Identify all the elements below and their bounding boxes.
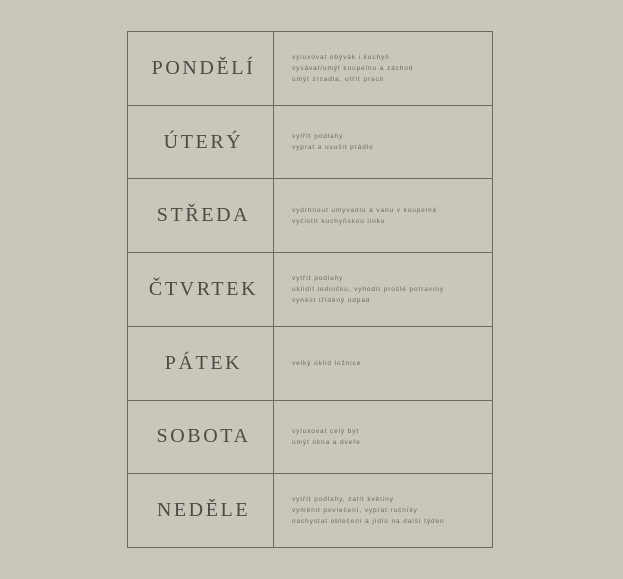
task-line: vysávat/umýt koupelnu a záchod [292, 64, 414, 72]
task-cell-sunday [274, 474, 492, 547]
day-cell-tuesday [128, 106, 274, 179]
task-line: vyluxovat obývák i kuchyň [292, 53, 390, 61]
table-row [128, 32, 492, 106]
task-cell-tuesday [274, 106, 492, 179]
task-cell-saturday [274, 401, 492, 474]
task-cell-friday [274, 327, 492, 400]
task-line: vyměnit povlečení, vyprat ručníky [292, 507, 418, 515]
task-line: uklidit ledničku, vyhodit prošlé potraviny [292, 286, 444, 294]
task-line: vyprat a usušit prádlo [292, 144, 374, 152]
day-label: ÚTERÝ [163, 130, 244, 153]
day-cell-sunday [128, 474, 274, 547]
weekly-schedule-table [127, 31, 493, 548]
day-cell-friday [128, 327, 274, 400]
task-line: vytřít podlahy, zalít květiny [292, 496, 394, 504]
day-label: STŘEDA [156, 204, 251, 227]
task-line: vytřít podlahy [292, 275, 344, 283]
task-line: nachystat oblečení a jídlo na další týden [292, 518, 445, 526]
task-line: vytřít podlahy [292, 133, 344, 141]
day-label: PONDĚLÍ [151, 56, 256, 79]
table-row [128, 474, 492, 547]
task-cell-monday [274, 32, 492, 105]
table-row [128, 179, 492, 253]
day-cell-saturday [128, 401, 274, 474]
task-line: vyluxovat celý byt [292, 427, 360, 435]
day-cell-thursday [128, 253, 274, 326]
day-label: ČTVRTEK [148, 278, 259, 301]
task-line: umýt okna a dveře [292, 438, 361, 446]
day-cell-wednesday [128, 179, 274, 252]
day-label: PÁTEK [164, 351, 243, 374]
task-cell-wednesday [274, 179, 492, 252]
table-row [128, 106, 492, 180]
task-line: umýt zrcadla, utřít prach [292, 75, 385, 83]
day-cell-monday [128, 32, 274, 105]
task-line: vynést tříděný odpad [292, 297, 371, 305]
day-label: NEDĚLE [156, 499, 251, 522]
task-cell-thursday [274, 253, 492, 326]
task-line: vyčistit kuchyňskou linku [292, 217, 386, 225]
table-row [128, 401, 492, 475]
table-row [128, 327, 492, 401]
task-line: vydrhnout umyvadlo a vanu v koupelně [292, 206, 438, 214]
day-label: SOBOTA [156, 425, 251, 448]
task-line: velký úklid ložnice [292, 359, 362, 367]
table-row [128, 253, 492, 327]
